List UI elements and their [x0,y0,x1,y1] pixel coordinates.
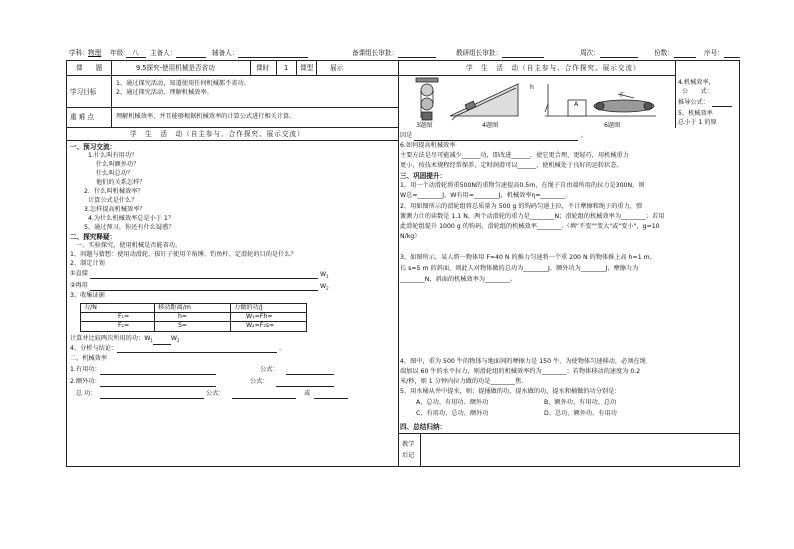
grade-value: 八 [132,49,139,57]
type-label: 课型 [300,64,314,72]
serial-label: 序号： [704,49,724,57]
assist-blank[interactable] [238,50,308,58]
frame-left [66,60,67,467]
reflect-label-2: 后记 [402,452,415,459]
table-cell: W₂=F₂s= [246,322,275,329]
table-line-4 [80,331,306,332]
q2-line-1: 2、用如图所示的滑轮组将总质量为 500 g 的钩码匀速上拉，不计摩擦和绳子的重力，弹 [400,203,643,210]
direct-blank[interactable] [90,271,318,279]
info-col-line [111,60,112,128]
table-col-1 [154,303,155,332]
frame-bottom [66,466,740,467]
total-formula-label: 公式： [206,390,225,397]
q5-option-c[interactable]: C、有用功、总功、额外功 [416,410,489,417]
assist-label: 辅备人： [212,49,239,57]
side-note: 5、机械效率 [678,110,713,117]
goal-2: 2、通过探究活动，理解机械效率。 [116,89,213,96]
keypoint-label: 重 难 点 [70,113,94,121]
reflect-label-1: 教学 [402,441,415,448]
preview-q6: 计算公式是什么？ [88,197,138,204]
info-col-period-val [276,60,277,76]
pulley-figure [416,78,438,120]
preview-q8: 4.为什么机械效率总是小于 1？ [88,215,175,222]
lead-label: 主备人： [150,49,177,57]
info-row-line-4 [66,140,399,141]
table-line-1 [80,303,306,304]
table-cell: F₂= [118,322,130,329]
extra-blank[interactable] [100,379,216,387]
horizontal-pulley-figure [545,84,656,116]
total-label: 总 功： [76,390,97,397]
type-value: 展示 [330,64,344,72]
info-row-line-1 [66,75,399,76]
q4-line-3: 米/秒，则 1 分钟内拉力做的功是________焦. [400,378,524,385]
dept-label: 教研组长审批： [456,49,503,57]
fig-caption-4: 4题图 [482,122,499,129]
explore-title: 二、探究释疑： [70,233,117,241]
info-col-period [250,60,251,76]
q3-line-3: ________N，斜面的机械效率为________。 [400,276,517,283]
summary-title: 四、总结归纳： [400,423,447,431]
side-note: 总小于 1 的原 [678,119,717,126]
q5-option-b[interactable]: B、额外功、有用功、总功 [544,399,617,406]
table-col-2 [230,303,231,332]
preview-q2: 什么叫额外功？ [96,161,140,168]
how-text-2: 更小，按技术规程经常保养，定时润滑可以______，使机械处于良好的运转状态。 [400,162,623,169]
fig-a-letter: A [574,101,579,108]
efficiency-title: 二、机械效率 [70,355,108,362]
subject-value: 物理 [88,49,102,57]
plan-text: 2、制定计划 [70,260,105,267]
period-value: 1 [284,64,289,72]
info-col-type [296,60,297,76]
period-label: 课时 [256,64,270,72]
table-head-force: 力/N [84,304,97,311]
preview-q4: 他们的关系怎样？ [96,179,146,186]
fig-h-letter: h [530,84,534,91]
or-label: 或 [304,390,311,397]
week-blank[interactable] [600,50,638,58]
consolidate-title: 三、巩固提升： [400,172,447,180]
table-cell: h= [178,313,188,320]
reason-blank[interactable] [414,133,578,141]
lead-blank[interactable] [176,50,206,58]
q5-text: 5、用水桶从井中提水，则：提捅做的功、提水做的功、提水和桶做的功分别是： [400,388,621,395]
fig-caption-6: 6题图 [604,122,621,129]
total-blank[interactable] [100,391,204,399]
compare-text: 计算并比较两次所用的功：$W_1$ $W_2$ [70,335,180,344]
dept-blank[interactable] [502,50,544,58]
table-col-0 [80,303,81,332]
side-note: 推导公式： [678,99,709,106]
preview-q7: 3.怎样提高机械效率？ [84,206,146,213]
q4-line-1: 4、图中，重为 500 牛的物体与地面间的摩擦力是 150 牛，为使物体匀速移动，必须在绳 [400,358,646,365]
q1-line-1: 1、用一个动滑轮将重500N的重物匀速提高0.5m，在绳子自由端所用的拉力是300N，则 [400,182,645,189]
q2-line-3: 此滑轮组提升 1000 g 的钩码，滑轮组的机械效率________.（填"不变""变大"或"变小"，g=10 [400,223,660,230]
side-formula-blank[interactable] [712,99,732,107]
extra-formula-blank[interactable] [276,379,334,387]
goals-label: 学习目标 [70,88,97,96]
info-col-type-val [316,60,317,76]
right-note-col [675,60,676,128]
serial-blank[interactable] [724,50,740,58]
side-note: 公 式： [682,88,713,95]
direct-label: ①直接 [70,270,88,277]
preview-q3: 什么叫总功？ [96,170,134,177]
figure-strip [400,76,674,130]
frame-right [739,60,740,467]
q2-line-4: N/kg） [400,233,421,240]
frame-middle [398,60,399,467]
reuse-blank[interactable] [90,283,318,291]
q3-line-1: 3、如图所示，某人将一物体用 F=40 N 的推力匀速将一个重 200 N 的物体推上高 h=1 m、 [400,254,656,261]
fig-f-letter: F [620,92,624,99]
table-cell: F₁= [118,313,130,320]
question-text: 1、问题与猜想：使用动滑轮、拔钉子使用羊角锤、钓鱼杆、定滑轮的目的是什么？ [70,251,297,258]
info-row-line-2 [66,107,399,108]
group-blank[interactable] [398,50,436,58]
preview-q1: 1.什么叫有用功？ [88,152,138,159]
reason-end: 。 [581,132,588,139]
collect-text: 3、收集证据 [70,292,105,299]
useful-label: 1.有用功： [70,366,101,373]
table-head-work: 力做的功/J [234,304,263,311]
copies-label: 份数： [654,49,674,57]
topic-value: 9.5探究-使用机械是否省功 [136,64,215,72]
copies-blank[interactable] [674,50,696,58]
q1-line-2: W总=________J，W有用=________J，机械效率η=________。 [400,192,572,199]
topic-label: 课 题 [76,64,103,72]
info-row-line-3 [66,127,399,128]
reflect-line [398,433,740,434]
keypoint-text: 理解机械效率，并且能够根据机械效率的计算公式进行相关计算。 [116,113,296,120]
grade-label: 年级： [110,49,130,57]
side-note: 4.机械效率， [678,79,715,86]
w2-label: $W_2$ [320,283,329,292]
grade-underline [126,50,146,58]
q3-line-2: 长 s=5 m 的斜面，则此人对物体做的总功为________J，额外功为________J，摩擦力为 [400,265,639,272]
group-label: 备课组长审批： [352,49,399,57]
useful-formula-blank[interactable] [286,367,334,375]
total-formula-blank[interactable] [232,391,296,399]
explore-experiment: 一、实验探究，使用机械是否能省功。 [76,242,182,249]
extra-formula-label: 公式： [250,378,269,385]
q2-line-2: 簧测力计的读数是 1.1 N，两个动滑轮的重力是________N；滑轮组的机械效率为________；若用 [400,213,665,220]
reason-label: 因是 [400,132,413,139]
analyze-text: 4、分析与结论： 。 [70,345,286,352]
table-head-distance: 移动距离/m [158,304,191,311]
right-activity-title: 学 生 活 动（自主参与、合作探究、展示交流） [466,64,641,72]
q5-option-d[interactable]: D、总功、额外功、有用功 [544,410,617,417]
fig-caption-3: 3题图 [416,122,433,129]
reuse-label: ②再用 [70,282,88,289]
preview-q5: 2．什么叫机械效率？ [84,188,144,195]
useful-blank[interactable] [100,367,216,375]
frame-top [66,60,740,61]
table-col-3 [306,303,307,332]
extra-label: 2.额外功： [70,378,101,385]
how-title: 6.如何提高机械效率 [400,142,456,149]
or-blank[interactable] [314,391,348,399]
table-cell: S= [178,322,188,329]
week-label: 周次： [580,49,600,57]
goal-1: 1、通过探究活动，知道使用任何机械都不省功。 [116,80,250,87]
w1-label: $W_1$ [320,271,329,280]
useful-formula-label: 公式： [260,366,279,373]
table-cell: W₁=Fh= [246,313,273,320]
how-text-1: 主要方法是尽可能减少______功，即改进______，使它更合理、更轻巧，用机械重力 [400,152,629,159]
q5-option-a[interactable]: A、总功、有用功、额外功 [416,399,489,406]
left-activity-title: 学 生 活 动（自主参与、合作探究、展示交流） [130,130,305,138]
preview-title: 一、预习交流： [70,143,117,151]
preview-q9: 5、通过预习，你还有什么疑惑？ [84,224,175,231]
reflect-col [420,433,421,467]
incline-figure [450,84,518,120]
q4-line-2: 端加以 60 牛的水平拉力，则滑轮组的机械效率约为________；若物体移动的速度为 0.2 [400,368,641,375]
subject-label: 学科： [69,49,89,57]
